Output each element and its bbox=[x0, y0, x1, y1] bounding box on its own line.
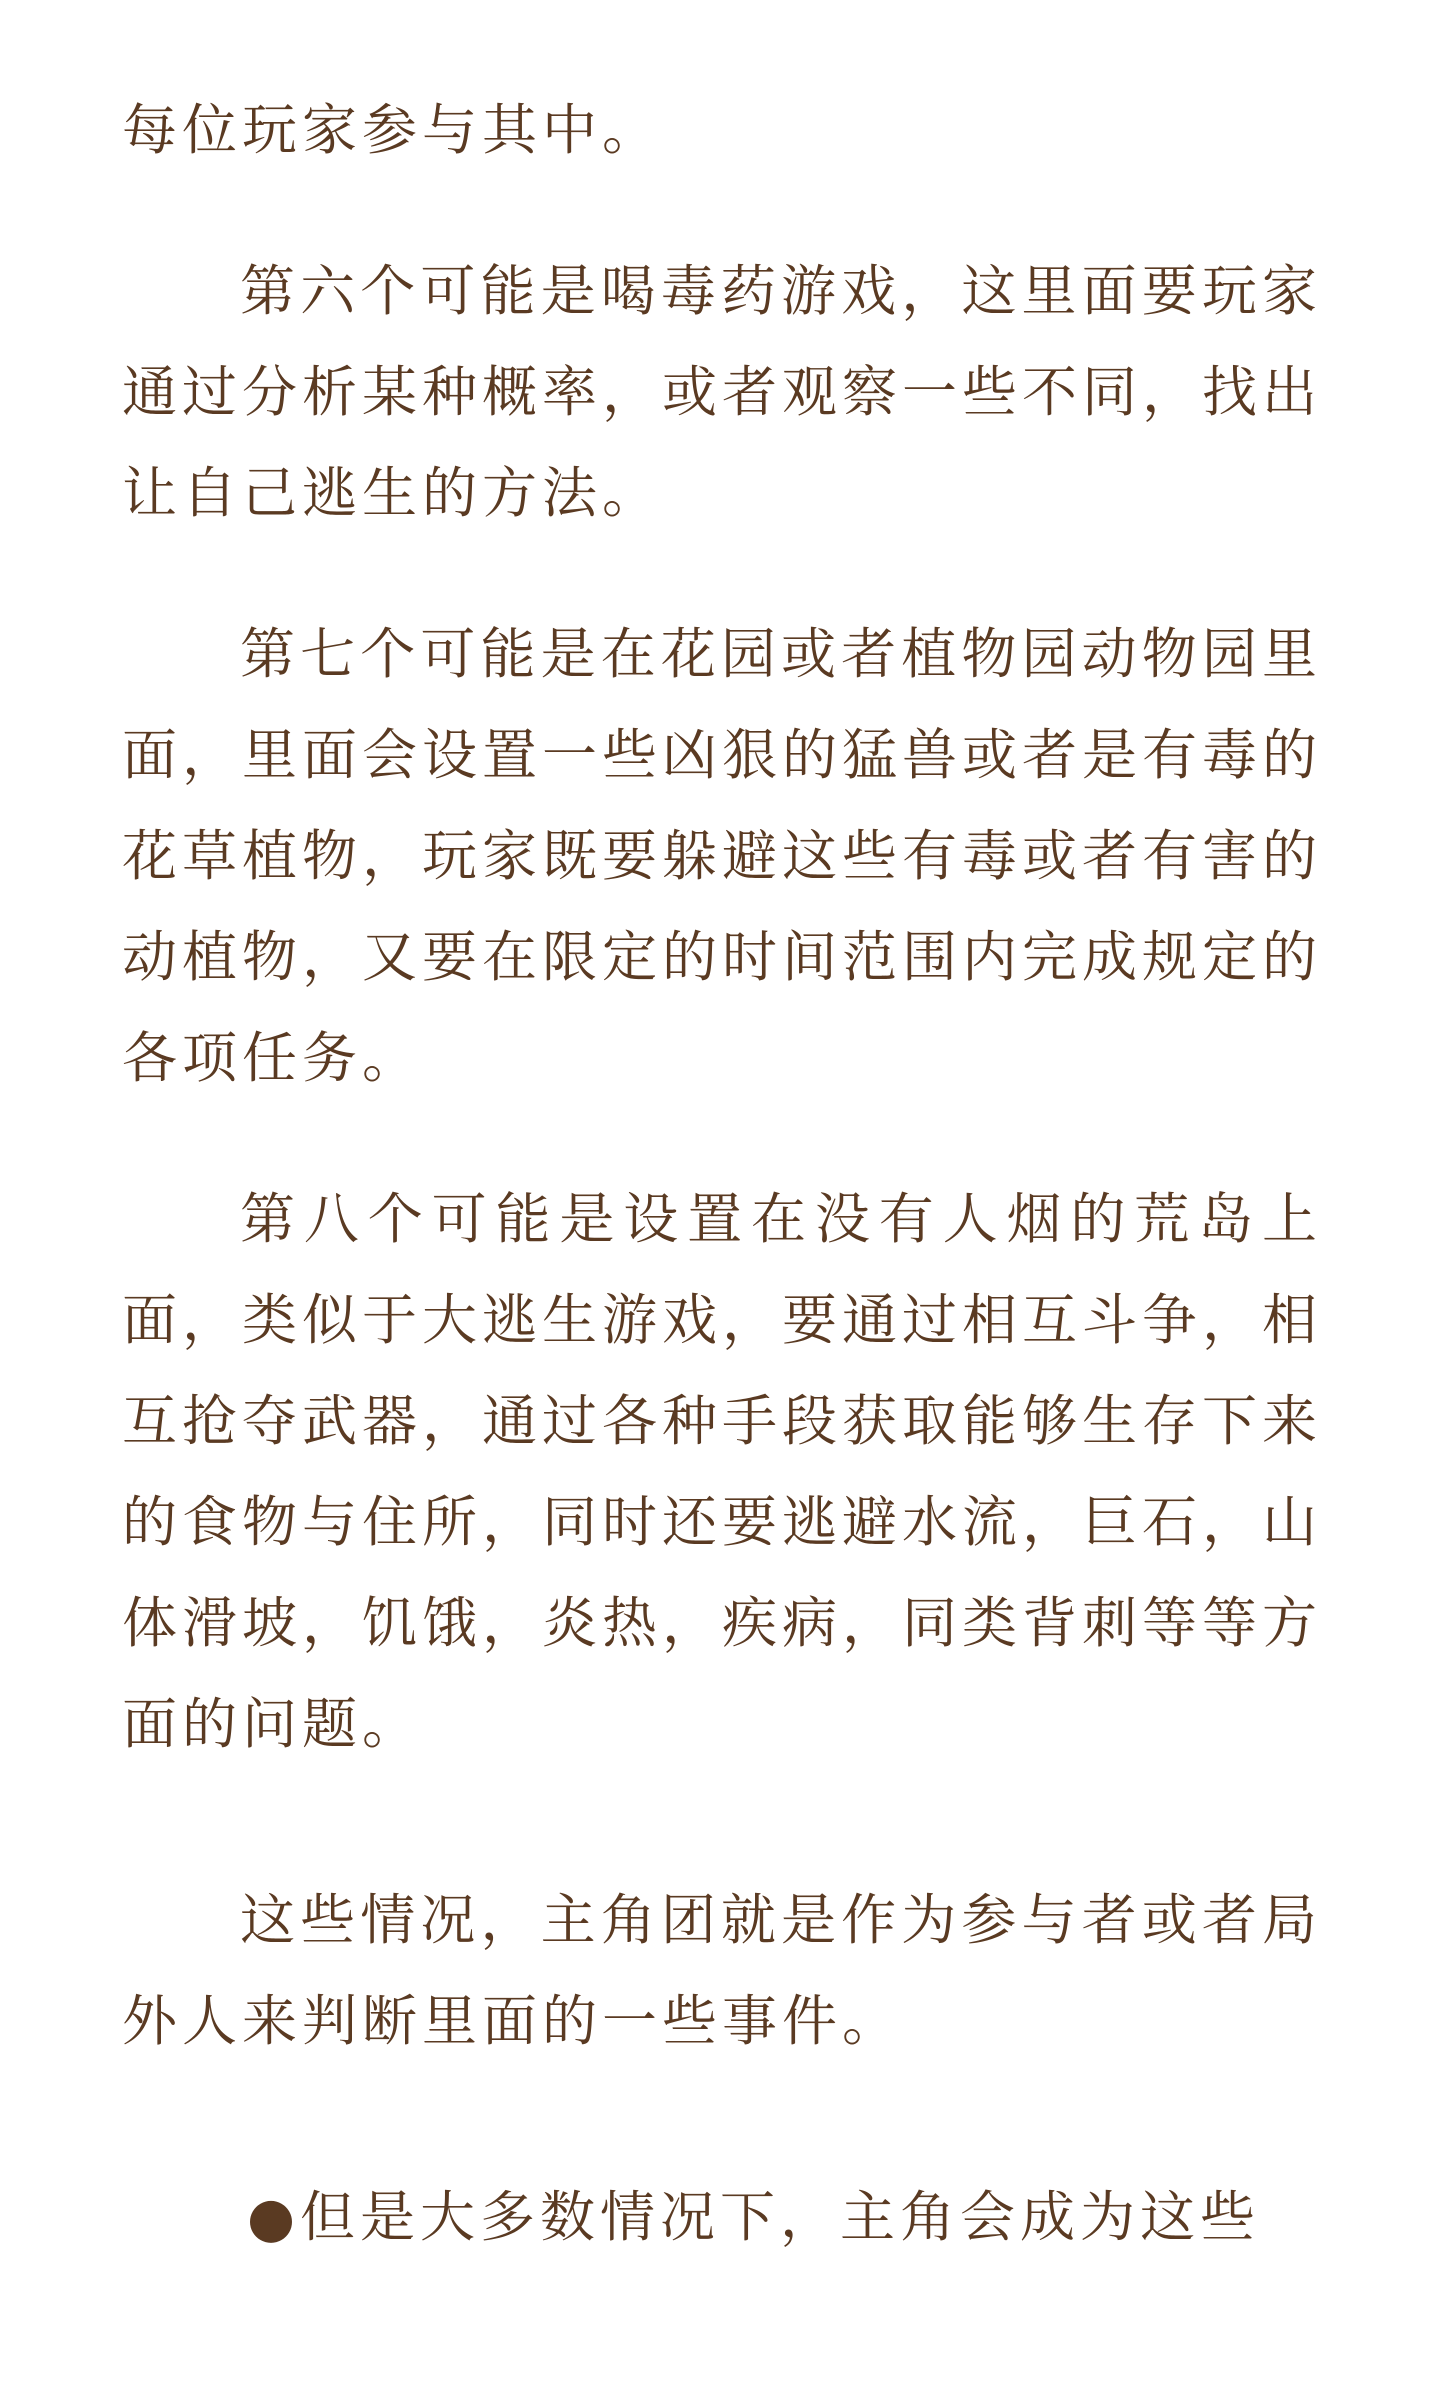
paragraph-continuation: 每位玩家参与其中。 bbox=[122, 98, 663, 162]
paragraph-sixth-possibility: 第六个可能是喝毒药游戏，这里面要玩家通过分析某种概率，或者观察一些不同，找出让自己逃生的方法。 bbox=[122, 259, 1323, 525]
paragraph-bullet-point: ●但是大多数情况下，主角会成为这些 bbox=[247, 2185, 1260, 2249]
paragraph-protagonist-role: 这些情况，主角团就是作为参与者或者局外人来判断里面的一些事件。 bbox=[122, 1888, 1322, 2053]
paragraph-eighth-possibility: 第八个可能是设置在没有人烟的荒岛上面，类似于大逃生游戏，要通过相互斗争，相互抢夺武器，通过各种手段获取能够生存下来的食物与住所，同时还要逃避水流，巨石，山体滑坡，饥饿，炎热，疾病，同类背刺等等方面的问题。 bbox=[122, 1187, 1323, 1756]
article-body bbox=[122, 80, 1322, 2268]
paragraph-seventh-possibility: 第七个可能是在花园或者植物园动物园里面，里面会设置一些凶狠的猛兽或者是有毒的花草植物，玩家既要躲避这些有毒或者有害的动植物，又要在限定的时间范围内完成规定的各项任务。 bbox=[122, 622, 1323, 1090]
